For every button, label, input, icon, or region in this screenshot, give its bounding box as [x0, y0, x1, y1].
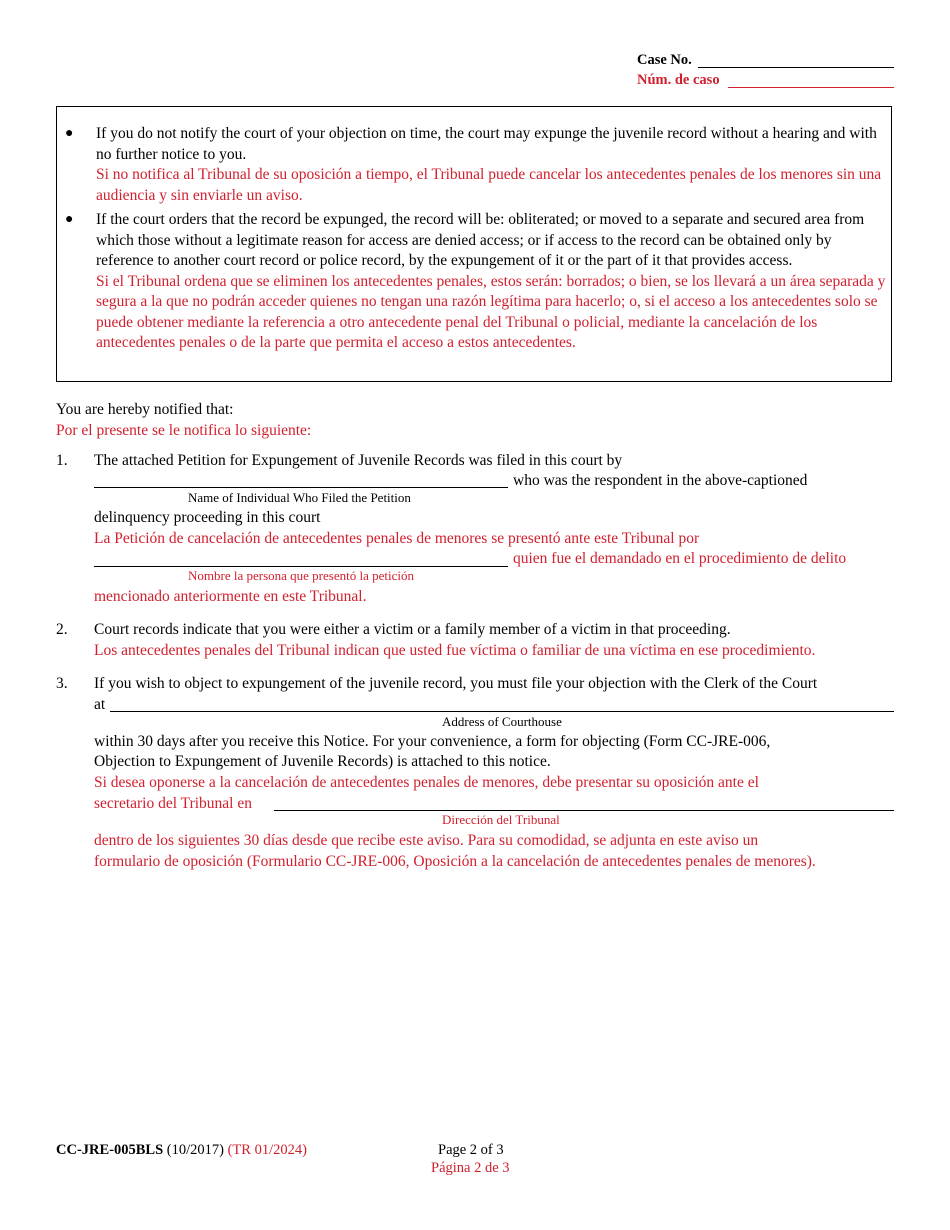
item-1-en-line1: The attached Petition for Expungement of Juvenile Records was filed in this court by — [94, 452, 623, 469]
courthouse-address-field-es[interactable] — [274, 810, 894, 811]
item-2-en: Court records indicate that you were either a victim or a family member of a victim in that proceeding. — [94, 621, 731, 638]
item-1-en-after-blank: who was the respondent in the above-captioned — [513, 472, 808, 489]
item-3-es-line1: Si desea oponerse a la cancelación de antecedentes penales de menores, debe presentar su oposición ante el — [94, 774, 759, 791]
item-1-en-line3: delinquency proceeding in this court — [94, 509, 321, 526]
item-1-number: 1. — [56, 452, 68, 469]
courthouse-address-caption: Address of Courthouse — [442, 714, 562, 729]
item-1-es-line3: mencionado anteriormente en este Tribunal. — [94, 588, 367, 605]
item-3-en-line1: If you wish to object to expungement of the juvenile record, you must file your objection with the Clerk of the Court — [94, 675, 818, 692]
footer-form-id: CC-JRE-005BLS — [56, 1142, 164, 1158]
case-number-label: Case No. — [637, 52, 692, 68]
item-3-en-at: at — [94, 696, 106, 713]
footer-form-date: (10/2017) — [166, 1142, 224, 1158]
footer-page: Page 2 of 3 — [438, 1142, 504, 1158]
notice-bullet-2 — [96, 210, 891, 354]
intro-es: Por el presente se le notifica lo siguiente: — [56, 422, 312, 439]
courthouse-address-field[interactable] — [110, 711, 894, 712]
footer-translation: (TR 01/2024) — [227, 1142, 307, 1158]
item-3-es-line4: dentro de los siguientes 30 días desde que recibe este aviso. Para su comodidad, se adjunta en este aviso un — [94, 832, 759, 849]
notice-bullet-2-es: Si el Tribunal ordena que se eliminen los antecedentes penales, estos serán: borrados; o bien, se los llevará a un área separada y segura a la que no podrán acceder quienes no tengan una razón legítima para hacerlo; o, si el acceso a los antecedentes solo se puede obtener mediante la referencia a otro antecedente penal del Tribunal o policial, mediante la cancelación de los antecedentes penales o de la parte que permita el acceso a estos antecedentes. — [96, 272, 886, 351]
item-1-es-line1: La Petición de cancelación de antecedentes penales de menores se presentó ante este Tribunal por — [94, 530, 700, 547]
petitioner-name-field-es[interactable] — [94, 566, 508, 567]
case-number-field[interactable] — [698, 67, 894, 68]
notice-box — [56, 106, 892, 382]
notice-bullet-2-en: If the court orders that the record be expunged, the record will be: obliterated; or moved to a separate and secured area from which those without a legitimate reason for access are denied access; or if access to the record can be obtained only by reference to another court record or police record, by the expungement of it or the part of it that provides access. — [96, 211, 865, 269]
petitioner-name-field[interactable] — [94, 487, 508, 488]
petitioner-name-caption-es: Nombre la persona que presentó la petición — [188, 568, 414, 583]
intro-en: You are hereby notified that: — [56, 401, 234, 418]
notice-bullet-1-en: If you do not notify the court of your objection on time, the court may expunge the juvenile record without a hearing and with no further notice to you. — [96, 125, 877, 163]
item-1-es-after-blank: quien fue el demandado en el procedimiento de delito — [513, 550, 847, 567]
item-3-es-line5: formulario de oposición (Formulario CC-JRE-006, Oposición a la cancelación de antecedentes penales de menores). — [94, 853, 816, 870]
item-3-en-line4: Objection to Expungement of Juvenile Records) is attached to this notice. — [94, 753, 551, 770]
notice-bullet-1 — [96, 124, 891, 206]
bullet-icon: ● — [65, 126, 74, 141]
item-3-en-line3: within 30 days after you receive this Notice. For your convenience, a form for objecting (Form CC-JRE-006, — [94, 733, 771, 750]
item-3-number: 3. — [56, 675, 68, 692]
item-2-number: 2. — [56, 621, 68, 638]
bullet-icon: ● — [65, 212, 74, 227]
case-number-field-es[interactable] — [728, 87, 894, 88]
petitioner-name-caption: Name of Individual Who Filed the Petition — [188, 490, 411, 505]
notice-bullet-1-es: Si no notifica al Tribunal de su oposición a tiempo, el Tribunal puede cancelar los antecedentes penales de los menores sin una audiencia y sin enviarle un aviso. — [96, 166, 882, 204]
item-2-es: Los antecedentes penales del Tribunal indican que usted fue víctima o familiar de una víctima en ese procedimiento. — [94, 642, 816, 659]
courthouse-address-caption-es: Dirección del Tribunal — [442, 812, 560, 827]
footer-page-es: Página 2 de 3 — [431, 1160, 510, 1176]
case-number-label-es: Núm. de caso — [637, 72, 720, 88]
footer-form-info — [56, 1140, 307, 1160]
item-3-es-line2: secretario del Tribunal en — [94, 795, 252, 812]
